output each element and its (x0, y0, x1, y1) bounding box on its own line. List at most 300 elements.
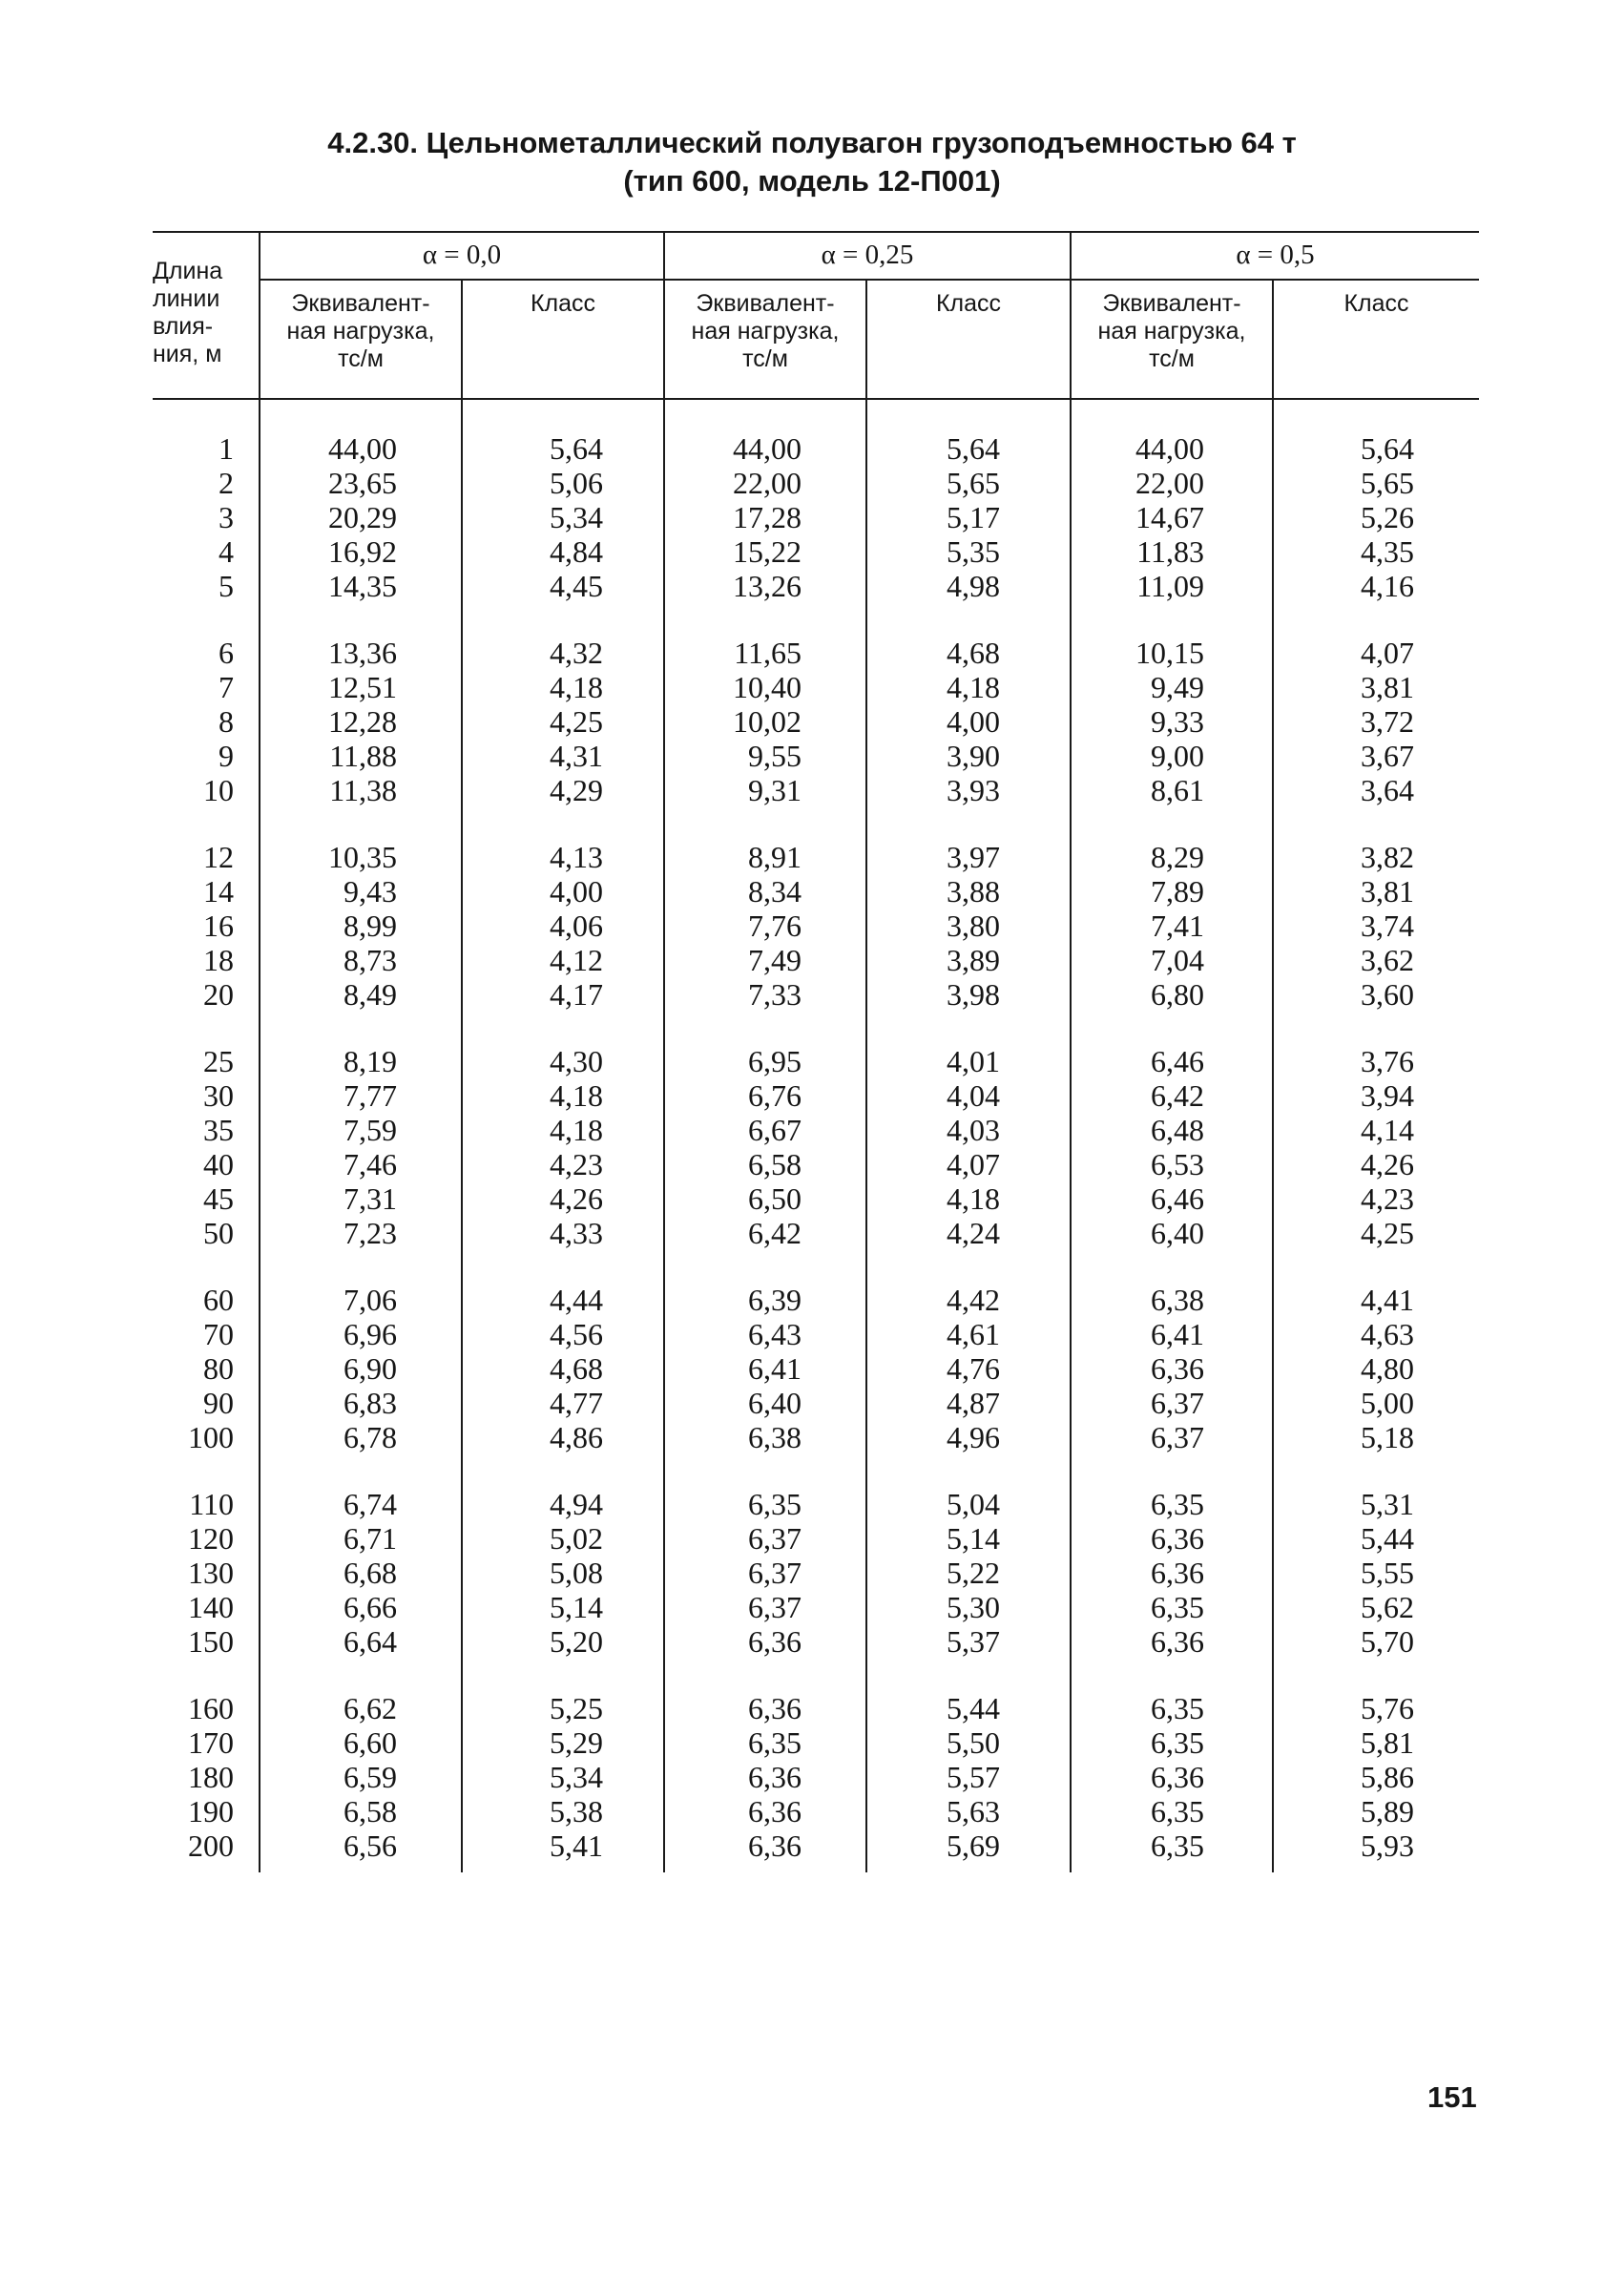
class-cell: 5,34 (550, 500, 603, 534)
length-cell: 40 (203, 1147, 234, 1181)
class-cell: 4,18 (947, 1181, 1000, 1216)
load-cell: 6,41 (1151, 1317, 1204, 1351)
length-cell: 70 (203, 1317, 234, 1351)
load-cell: 7,49 (748, 943, 802, 977)
alpha-group-header: α = 0,0 (422, 240, 502, 270)
load-cell: 6,62 (344, 1691, 397, 1725)
length-cell: 2 (219, 466, 234, 500)
load-header-line: Эквивалент- (1102, 290, 1241, 317)
load-cell: 6,58 (748, 1147, 802, 1181)
class-cell: 3,93 (947, 773, 1000, 807)
length-cell: 25 (203, 1044, 234, 1078)
class-cell: 4,01 (947, 1044, 1000, 1078)
load-cell: 6,36 (1151, 1521, 1204, 1556)
class-cell: 4,94 (550, 1487, 603, 1521)
length-cell: 18 (203, 943, 234, 977)
load-cell: 9,49 (1151, 670, 1204, 704)
load-cell: 7,33 (748, 977, 802, 1012)
table-row (153, 1386, 1479, 1420)
class-cell: 5,62 (1361, 1590, 1414, 1624)
class-cell: 5,93 (1361, 1829, 1414, 1863)
length-header (153, 258, 258, 368)
class-cell: 4,23 (550, 1147, 603, 1181)
length-cell: 30 (203, 1078, 234, 1113)
load-cell: 6,80 (1151, 977, 1204, 1012)
length-cell: 3 (219, 500, 234, 534)
load-cell: 6,96 (344, 1317, 397, 1351)
load-header-line: тс/м (1149, 345, 1195, 372)
group-header-rule (260, 279, 1479, 281)
class-header: Класс (935, 290, 1002, 317)
length-cell: 10 (203, 773, 234, 807)
class-cell: 4,35 (1361, 534, 1414, 569)
table-row (153, 1829, 1479, 1863)
length-cell: 5 (219, 569, 234, 603)
load-cell: 6,35 (748, 1487, 802, 1521)
class-cell: 4,17 (550, 977, 603, 1012)
class-cell: 3,64 (1361, 773, 1414, 807)
class-cell: 4,31 (550, 739, 603, 773)
length-cell: 90 (203, 1386, 234, 1420)
class-cell: 5,57 (947, 1760, 1000, 1794)
load-cell: 13,36 (328, 636, 397, 670)
class-cell: 3,82 (1361, 840, 1414, 874)
table-row (153, 874, 1479, 909)
load-cell: 6,37 (1151, 1420, 1204, 1454)
load-cell: 7,59 (344, 1113, 397, 1147)
table-row (153, 431, 1479, 466)
class-cell: 4,13 (550, 840, 603, 874)
load-cell: 6,35 (1151, 1794, 1204, 1829)
class-cell: 5,50 (947, 1725, 1000, 1760)
class-cell: 4,30 (550, 1044, 603, 1078)
table-row (153, 500, 1479, 534)
load-cell: 6,38 (1151, 1283, 1204, 1317)
length-cell: 170 (188, 1725, 234, 1760)
load-cell: 6,35 (1151, 1487, 1204, 1521)
load-cell: 6,36 (748, 1794, 802, 1829)
table-row (153, 1487, 1479, 1521)
title-line-1: 4.2.30. Цельнометаллический полувагон грузоподъемностью 64 т (327, 126, 1297, 159)
class-cell: 4,33 (550, 1216, 603, 1250)
length-cell: 6 (219, 636, 234, 670)
table-row (153, 1078, 1479, 1113)
load-cell: 6,90 (344, 1351, 397, 1386)
load-cell: 7,31 (344, 1181, 397, 1216)
class-cell: 4,77 (550, 1386, 603, 1420)
table-row (153, 1725, 1479, 1760)
class-cell: 5,86 (1361, 1760, 1414, 1794)
class-cell: 5,14 (550, 1590, 603, 1624)
class-cell: 5,14 (947, 1521, 1000, 1556)
table-row (153, 704, 1479, 739)
class-cell: 5,06 (550, 466, 603, 500)
class-cell: 4,42 (947, 1283, 1000, 1317)
table-row (153, 534, 1479, 569)
class-cell: 3,97 (947, 840, 1000, 874)
load-cell: 14,67 (1135, 500, 1204, 534)
load-cell: 7,06 (344, 1283, 397, 1317)
class-cell: 4,18 (550, 670, 603, 704)
class-cell: 5,17 (947, 500, 1000, 534)
table-row (153, 569, 1479, 603)
class-cell: 3,81 (1361, 874, 1414, 909)
class-cell: 4,18 (947, 670, 1000, 704)
load-cell: 16,92 (328, 534, 397, 569)
class-cell: 5,31 (1361, 1487, 1414, 1521)
load-cell: 6,36 (1151, 1351, 1204, 1386)
load-cell: 8,34 (748, 874, 802, 909)
class-cell: 5,70 (1361, 1624, 1414, 1659)
alpha-group-header: α = 0,5 (1236, 240, 1315, 270)
table-title (0, 124, 1624, 200)
class-cell: 3,81 (1361, 670, 1414, 704)
class-cell: 4,86 (550, 1420, 603, 1454)
class-cell: 5,30 (947, 1590, 1000, 1624)
load-cell: 6,71 (344, 1521, 397, 1556)
class-cell: 3,98 (947, 977, 1000, 1012)
load-cell: 7,23 (344, 1216, 397, 1250)
class-cell: 5,25 (550, 1691, 603, 1725)
class-cell: 4,00 (550, 874, 603, 909)
class-cell: 4,03 (947, 1113, 1000, 1147)
class-cell: 5,38 (550, 1794, 603, 1829)
length-cell: 20 (203, 977, 234, 1012)
load-cell: 22,00 (733, 466, 802, 500)
length-cell: 9 (219, 739, 234, 773)
load-cell: 6,36 (1151, 1556, 1204, 1590)
load-cell: 12,51 (328, 670, 397, 704)
class-cell: 4,06 (550, 909, 603, 943)
class-cell: 4,18 (550, 1078, 603, 1113)
table-row (153, 909, 1479, 943)
length-cell: 60 (203, 1283, 234, 1317)
table-row (153, 1147, 1479, 1181)
load-cell: 8,29 (1151, 840, 1204, 874)
load-cell: 23,65 (328, 466, 397, 500)
class-cell: 4,18 (550, 1113, 603, 1147)
table-row (153, 1794, 1479, 1829)
load-cell: 6,42 (1151, 1078, 1204, 1113)
table-row (153, 1590, 1479, 1624)
class-cell: 5,37 (947, 1624, 1000, 1659)
table-row (153, 1521, 1479, 1556)
class-cell: 4,26 (550, 1181, 603, 1216)
class-cell: 5,29 (550, 1725, 603, 1760)
class-cell: 3,76 (1361, 1044, 1414, 1078)
class-cell: 4,41 (1361, 1283, 1414, 1317)
length-header-line: ния, м (153, 341, 222, 367)
load-cell: 6,35 (1151, 1691, 1204, 1725)
load-cell: 7,41 (1151, 909, 1204, 943)
length-header-line: влия- (153, 313, 214, 340)
table-row (153, 1691, 1479, 1725)
table-row (153, 1760, 1479, 1794)
length-cell: 110 (189, 1487, 234, 1521)
load-cell: 22,00 (1135, 466, 1204, 500)
load-header-line: ная нагрузка, (286, 318, 435, 345)
length-cell: 140 (188, 1590, 234, 1624)
class-cell: 4,68 (550, 1351, 603, 1386)
class-cell: 5,02 (550, 1521, 603, 1556)
class-cell: 5,64 (947, 431, 1000, 466)
class-cell: 4,14 (1361, 1113, 1414, 1147)
load-cell: 6,53 (1151, 1147, 1204, 1181)
class-cell: 4,07 (947, 1147, 1000, 1181)
class-cell: 4,63 (1361, 1317, 1414, 1351)
table-row (153, 1624, 1479, 1659)
load-cell: 6,36 (748, 1624, 802, 1659)
load-cell: 6,37 (1151, 1386, 1204, 1420)
table-row (153, 1216, 1479, 1250)
table-row (153, 466, 1479, 500)
load-header-line: ная нагрузка, (691, 318, 840, 345)
table-row (153, 636, 1479, 670)
load-header-line: тс/м (742, 345, 788, 372)
load-cell: 9,33 (1151, 704, 1204, 739)
class-cell: 4,24 (947, 1216, 1000, 1250)
class-cell: 4,32 (550, 636, 603, 670)
class-header: Класс (1343, 290, 1409, 317)
class-cell: 3,90 (947, 739, 1000, 773)
class-cell: 4,29 (550, 773, 603, 807)
load-cell: 11,09 (1136, 569, 1204, 603)
class-cell: 5,65 (947, 466, 1000, 500)
length-cell: 7 (219, 670, 234, 704)
load-cell: 6,58 (344, 1794, 397, 1829)
class-cell: 4,87 (947, 1386, 1000, 1420)
load-cell: 6,66 (344, 1590, 397, 1624)
class-cell: 4,25 (550, 704, 603, 739)
load-cell: 8,49 (344, 977, 397, 1012)
class-cell: 5,04 (947, 1487, 1000, 1521)
header-bottom-rule (153, 398, 1479, 400)
load-cell: 8,99 (344, 909, 397, 943)
load-cell: 10,35 (328, 840, 397, 874)
class-cell: 3,62 (1361, 943, 1414, 977)
class-cell: 4,68 (947, 636, 1000, 670)
load-cell: 7,77 (344, 1078, 397, 1113)
load-cell: 6,36 (748, 1829, 802, 1863)
load-cell: 9,43 (344, 874, 397, 909)
load-cell: 6,83 (344, 1386, 397, 1420)
load-header (665, 290, 865, 373)
length-cell: 8 (219, 704, 234, 739)
class-cell: 3,67 (1361, 739, 1414, 773)
class-cell: 4,76 (947, 1351, 1000, 1386)
class-cell: 5,69 (947, 1829, 1000, 1863)
class-cell: 4,23 (1361, 1181, 1414, 1216)
load-header-line: Эквивалент- (696, 290, 835, 317)
length-cell: 160 (188, 1691, 234, 1725)
class-cell: 4,84 (550, 534, 603, 569)
load-cell: 6,60 (344, 1725, 397, 1760)
load-cell: 6,41 (748, 1351, 802, 1386)
load-cell: 6,37 (748, 1556, 802, 1590)
load-cell: 8,19 (344, 1044, 397, 1078)
length-cell: 180 (188, 1760, 234, 1794)
load-cell: 8,91 (748, 840, 802, 874)
length-cell: 4 (219, 534, 234, 569)
load-cell: 7,04 (1151, 943, 1204, 977)
load-cell: 9,31 (748, 773, 802, 807)
load-cell: 8,61 (1151, 773, 1204, 807)
table-row (153, 1181, 1479, 1216)
load-cell: 14,35 (328, 569, 397, 603)
class-cell: 3,88 (947, 874, 1000, 909)
length-cell: 150 (188, 1624, 234, 1659)
load-cell: 6,56 (344, 1829, 397, 1863)
length-cell: 120 (188, 1521, 234, 1556)
load-cell: 9,00 (1151, 739, 1204, 773)
load-header-line: Эквивалент- (291, 290, 430, 317)
class-cell: 5,08 (550, 1556, 603, 1590)
load-cell: 8,73 (344, 943, 397, 977)
table-row (153, 773, 1479, 807)
class-cell: 4,00 (947, 704, 1000, 739)
load-cell: 44,00 (328, 431, 397, 466)
load-cell: 10,40 (733, 670, 802, 704)
load-cell: 6,48 (1151, 1113, 1204, 1147)
class-cell: 5,64 (1361, 431, 1414, 466)
class-cell: 5,64 (550, 431, 603, 466)
class-cell: 4,56 (550, 1317, 603, 1351)
table-row (153, 739, 1479, 773)
load-cell: 11,88 (329, 739, 397, 773)
load-cell: 6,95 (748, 1044, 802, 1078)
load-cell: 6,46 (1151, 1181, 1204, 1216)
class-cell: 4,44 (550, 1283, 603, 1317)
load-cell: 6,64 (344, 1624, 397, 1659)
class-cell: 4,96 (947, 1420, 1000, 1454)
class-cell: 3,72 (1361, 704, 1414, 739)
load-cell: 7,89 (1151, 874, 1204, 909)
class-cell: 3,94 (1361, 1078, 1414, 1113)
load-cell: 6,37 (748, 1590, 802, 1624)
load-header (260, 290, 461, 373)
class-cell: 5,81 (1361, 1725, 1414, 1760)
class-cell: 5,26 (1361, 500, 1414, 534)
table-row (153, 1351, 1479, 1386)
load-cell: 6,78 (344, 1420, 397, 1454)
table-row (153, 1113, 1479, 1147)
load-cell: 10,15 (1135, 636, 1204, 670)
class-cell: 5,55 (1361, 1556, 1414, 1590)
length-cell: 16 (203, 909, 234, 943)
class-cell: 4,45 (550, 569, 603, 603)
class-cell: 4,25 (1361, 1216, 1414, 1250)
table-row (153, 1044, 1479, 1078)
load-cell: 10,02 (733, 704, 802, 739)
class-cell: 5,00 (1361, 1386, 1414, 1420)
class-cell: 5,89 (1361, 1794, 1414, 1829)
class-cell: 5,65 (1361, 466, 1414, 500)
table-row (153, 670, 1479, 704)
table-row (153, 1420, 1479, 1454)
load-cell: 6,35 (748, 1725, 802, 1760)
class-cell: 4,26 (1361, 1147, 1414, 1181)
length-cell: 130 (188, 1556, 234, 1590)
load-cell: 17,28 (733, 500, 802, 534)
load-cell: 7,76 (748, 909, 802, 943)
length-header-line: Длина (153, 258, 223, 284)
class-cell: 5,76 (1361, 1691, 1414, 1725)
class-cell: 3,80 (947, 909, 1000, 943)
length-cell: 50 (203, 1216, 234, 1250)
alpha-group-header: α = 0,25 (821, 240, 914, 270)
load-cell: 6,35 (1151, 1590, 1204, 1624)
class-cell: 3,74 (1361, 909, 1414, 943)
load-cell: 6,74 (344, 1487, 397, 1521)
load-cell: 6,68 (344, 1556, 397, 1590)
data-table (153, 231, 1479, 1872)
load-cell: 11,65 (734, 636, 802, 670)
class-cell: 5,35 (947, 534, 1000, 569)
class-cell: 4,12 (550, 943, 603, 977)
load-cell: 6,35 (1151, 1725, 1204, 1760)
load-header-line: ная нагрузка, (1097, 318, 1246, 345)
class-cell: 5,18 (1361, 1420, 1414, 1454)
length-cell: 12 (203, 840, 234, 874)
table-row (153, 943, 1479, 977)
class-header: Класс (530, 290, 596, 317)
load-cell: 13,26 (733, 569, 802, 603)
load-cell: 15,22 (733, 534, 802, 569)
class-cell: 3,89 (947, 943, 1000, 977)
table-row (153, 1317, 1479, 1351)
length-cell: 200 (188, 1829, 234, 1863)
load-cell: 6,36 (1151, 1624, 1204, 1659)
length-header-line: линии (153, 285, 220, 312)
load-cell: 6,46 (1151, 1044, 1204, 1078)
load-cell: 6,43 (748, 1317, 802, 1351)
class-cell: 3,60 (1361, 977, 1414, 1012)
load-cell: 6,40 (748, 1386, 802, 1420)
class-cell: 5,20 (550, 1624, 603, 1659)
class-cell: 5,63 (947, 1794, 1000, 1829)
load-cell: 20,29 (328, 500, 397, 534)
load-cell: 6,35 (1151, 1829, 1204, 1863)
class-cell: 5,22 (947, 1556, 1000, 1590)
class-cell: 4,04 (947, 1078, 1000, 1113)
length-cell: 190 (188, 1794, 234, 1829)
table-top-rule (153, 231, 1479, 233)
load-cell: 6,36 (748, 1760, 802, 1794)
length-cell: 100 (188, 1420, 234, 1454)
load-cell: 6,67 (748, 1113, 802, 1147)
class-cell: 4,07 (1361, 636, 1414, 670)
load-cell: 12,28 (328, 704, 397, 739)
load-cell: 6,39 (748, 1283, 802, 1317)
load-cell: 6,36 (748, 1691, 802, 1725)
load-cell: 6,42 (748, 1216, 802, 1250)
class-cell: 5,41 (550, 1829, 603, 1863)
class-cell: 4,80 (1361, 1351, 1414, 1386)
length-cell: 14 (203, 874, 234, 909)
class-cell: 5,34 (550, 1760, 603, 1794)
page-number: 151 (1427, 2080, 1477, 2114)
load-cell: 11,38 (329, 773, 397, 807)
class-cell: 5,44 (947, 1691, 1000, 1725)
load-cell: 6,59 (344, 1760, 397, 1794)
load-header-line: тс/м (338, 345, 384, 372)
table-row (153, 977, 1479, 1012)
load-cell: 6,36 (1151, 1760, 1204, 1794)
load-cell: 9,55 (748, 739, 802, 773)
class-cell: 4,61 (947, 1317, 1000, 1351)
table-row (153, 1283, 1479, 1317)
class-cell: 4,16 (1361, 569, 1414, 603)
